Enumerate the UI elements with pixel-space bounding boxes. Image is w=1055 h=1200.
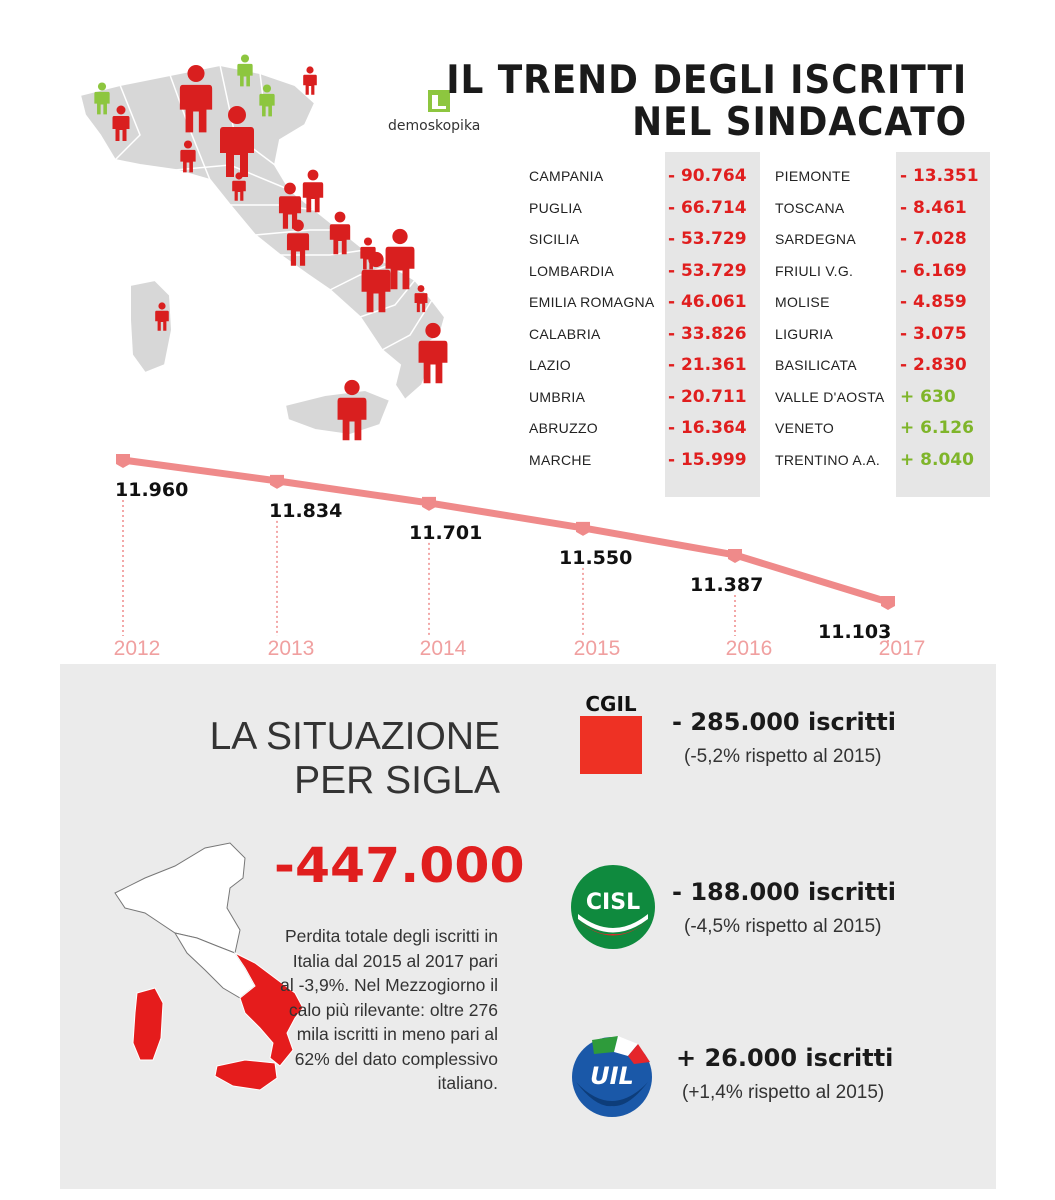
region-name: UMBRIA <box>529 388 586 405</box>
region-name: CAMPANIA <box>529 168 604 184</box>
year-label-2012: 2012 <box>113 637 161 660</box>
person-icon-red <box>415 285 428 312</box>
cgil-logo <box>578 692 644 782</box>
main-title-line-1: IL TREND DEGLI ISCRITTI <box>446 58 967 103</box>
person-icon-green <box>259 84 274 116</box>
region-value: - 90.764 <box>668 166 747 186</box>
value-label-2013: 11.834 <box>269 499 343 522</box>
person-icon-red <box>303 170 323 213</box>
region-value: - 2.830 <box>900 355 967 375</box>
region-name: ABRUZZO <box>529 420 598 436</box>
region-name: BASILICATA <box>775 357 857 373</box>
region-value: - 33.826 <box>668 323 747 344</box>
cisl-logo-text: CISL <box>585 890 641 915</box>
region-value: - 13.351 <box>900 166 979 186</box>
person-icon-red <box>303 66 317 94</box>
cgil-red-square <box>580 716 642 774</box>
person-icon-red <box>155 302 169 330</box>
region-name: TOSCANA <box>775 199 845 216</box>
data-point-2017 <box>881 596 895 610</box>
data-point-2012 <box>116 454 130 468</box>
region-value: - 16.364 <box>668 418 747 438</box>
region-name: LAZIO <box>529 357 571 373</box>
region-value: + 630 <box>900 386 956 407</box>
value-label-2014: 11.701 <box>409 521 483 544</box>
region-name: LIGURIA <box>775 325 834 342</box>
region-name: TRENTINO A.A. <box>775 451 881 468</box>
year-label-2014: 2014 <box>419 637 467 660</box>
year-label-2016: 2016 <box>725 637 773 660</box>
data-point-2015 <box>576 522 590 536</box>
trend-series-line <box>123 460 888 602</box>
value-label-2012: 11.960 <box>115 479 189 501</box>
cgil-logo-text: CGIL <box>585 692 637 716</box>
region-value: - 15.999 <box>668 449 747 470</box>
region-name: CALABRIA <box>529 325 601 342</box>
region-name: FRIULI V.G. <box>775 262 854 279</box>
person-icon-red <box>330 212 350 255</box>
person-icon-red <box>419 323 448 383</box>
uil-change-percent: (+1,4% rispetto al 2015) <box>682 1082 885 1103</box>
region-value: - 8.461 <box>900 197 967 218</box>
person-icon-green <box>237 54 252 86</box>
situation-heading <box>100 715 500 803</box>
region-name: PUGLIA <box>529 199 583 216</box>
region-name: SARDEGNA <box>775 231 856 247</box>
region-value: - 7.028 <box>900 229 967 249</box>
region-name: SICILIA <box>529 231 580 247</box>
region-value: + 6.126 <box>900 418 974 438</box>
region-name: MARCHE <box>529 451 592 468</box>
year-label-2017: 2017 <box>878 637 926 660</box>
region-value: - 4.859 <box>900 292 967 312</box>
year-label-2013: 2013 <box>267 637 315 660</box>
region-name: PIEMONTE <box>775 168 851 184</box>
uil-change: + 26.000 iscritti <box>676 1044 894 1072</box>
data-point-2014 <box>422 497 436 511</box>
cisl-logo <box>570 864 656 950</box>
cgil-change: - 285.000 iscritti <box>672 708 896 736</box>
cgil-change-percent: (-5,2% rispetto al 2015) <box>684 746 882 767</box>
person-icon-red <box>220 106 254 177</box>
region-name: EMILIA ROMAGNA <box>529 294 655 310</box>
sardinia-red-shape <box>133 988 163 1060</box>
data-point-2016 <box>728 549 742 563</box>
situation-heading-line-1: LA SITUAZIONE <box>209 715 500 758</box>
loss-description: Perdita totale degli iscritti in Italia dal 2015 al 2017 pari al -3,9%. Nel Mezzogiorno il calo più rilevante: oltre 276 mila iscritti in meno pari al 62% del dato complessivo italiano. <box>280 926 498 1093</box>
trend-line-chart <box>0 440 1055 665</box>
value-label-2015: 11.550 <box>559 546 633 569</box>
brand-name: demoskopika <box>388 118 481 134</box>
region-name: VENETO <box>775 420 835 436</box>
region-name: LOMBARDIA <box>529 262 615 279</box>
region-name: VALLE D'AOSTA <box>775 388 885 405</box>
region-value: - 66.714 <box>668 197 747 218</box>
cisl-change: - 188.000 iscritti <box>672 878 896 906</box>
value-label-2016: 11.387 <box>690 573 764 596</box>
people-icons <box>0 0 500 460</box>
person-icon-red <box>287 220 309 266</box>
region-name: MOLISE <box>775 294 830 310</box>
sicily-red-shape <box>215 1060 277 1090</box>
region-value: - 3.075 <box>900 323 967 344</box>
region-value: - 53.729 <box>668 260 747 281</box>
region-value: - 46.061 <box>668 292 747 312</box>
person-icon-green <box>94 82 109 114</box>
person-icon-red <box>180 65 212 132</box>
uil-logo-text: UIL <box>590 1062 634 1090</box>
person-icon-red <box>180 140 195 172</box>
region-value: + 8.040 <box>900 449 974 470</box>
cisl-change-percent: (-4,5% rispetto al 2015) <box>684 916 882 937</box>
region-value: - 20.711 <box>668 386 747 407</box>
person-icon-red <box>338 380 367 440</box>
uil-logo <box>568 1030 656 1120</box>
region-value: - 21.361 <box>668 355 747 375</box>
situation-heading-line-2: PER SIGLA <box>294 759 500 802</box>
person-icon-red <box>113 106 130 142</box>
year-label-2015: 2015 <box>573 637 621 660</box>
value-label-2017: 11.103 <box>818 621 892 643</box>
main-title-line-2: NEL SINDACATO <box>632 100 967 145</box>
total-loss-value: -447.000 <box>274 838 525 894</box>
region-value: - 53.729 <box>668 229 747 249</box>
region-value: - 6.169 <box>900 260 967 281</box>
data-point-2013 <box>270 475 284 489</box>
